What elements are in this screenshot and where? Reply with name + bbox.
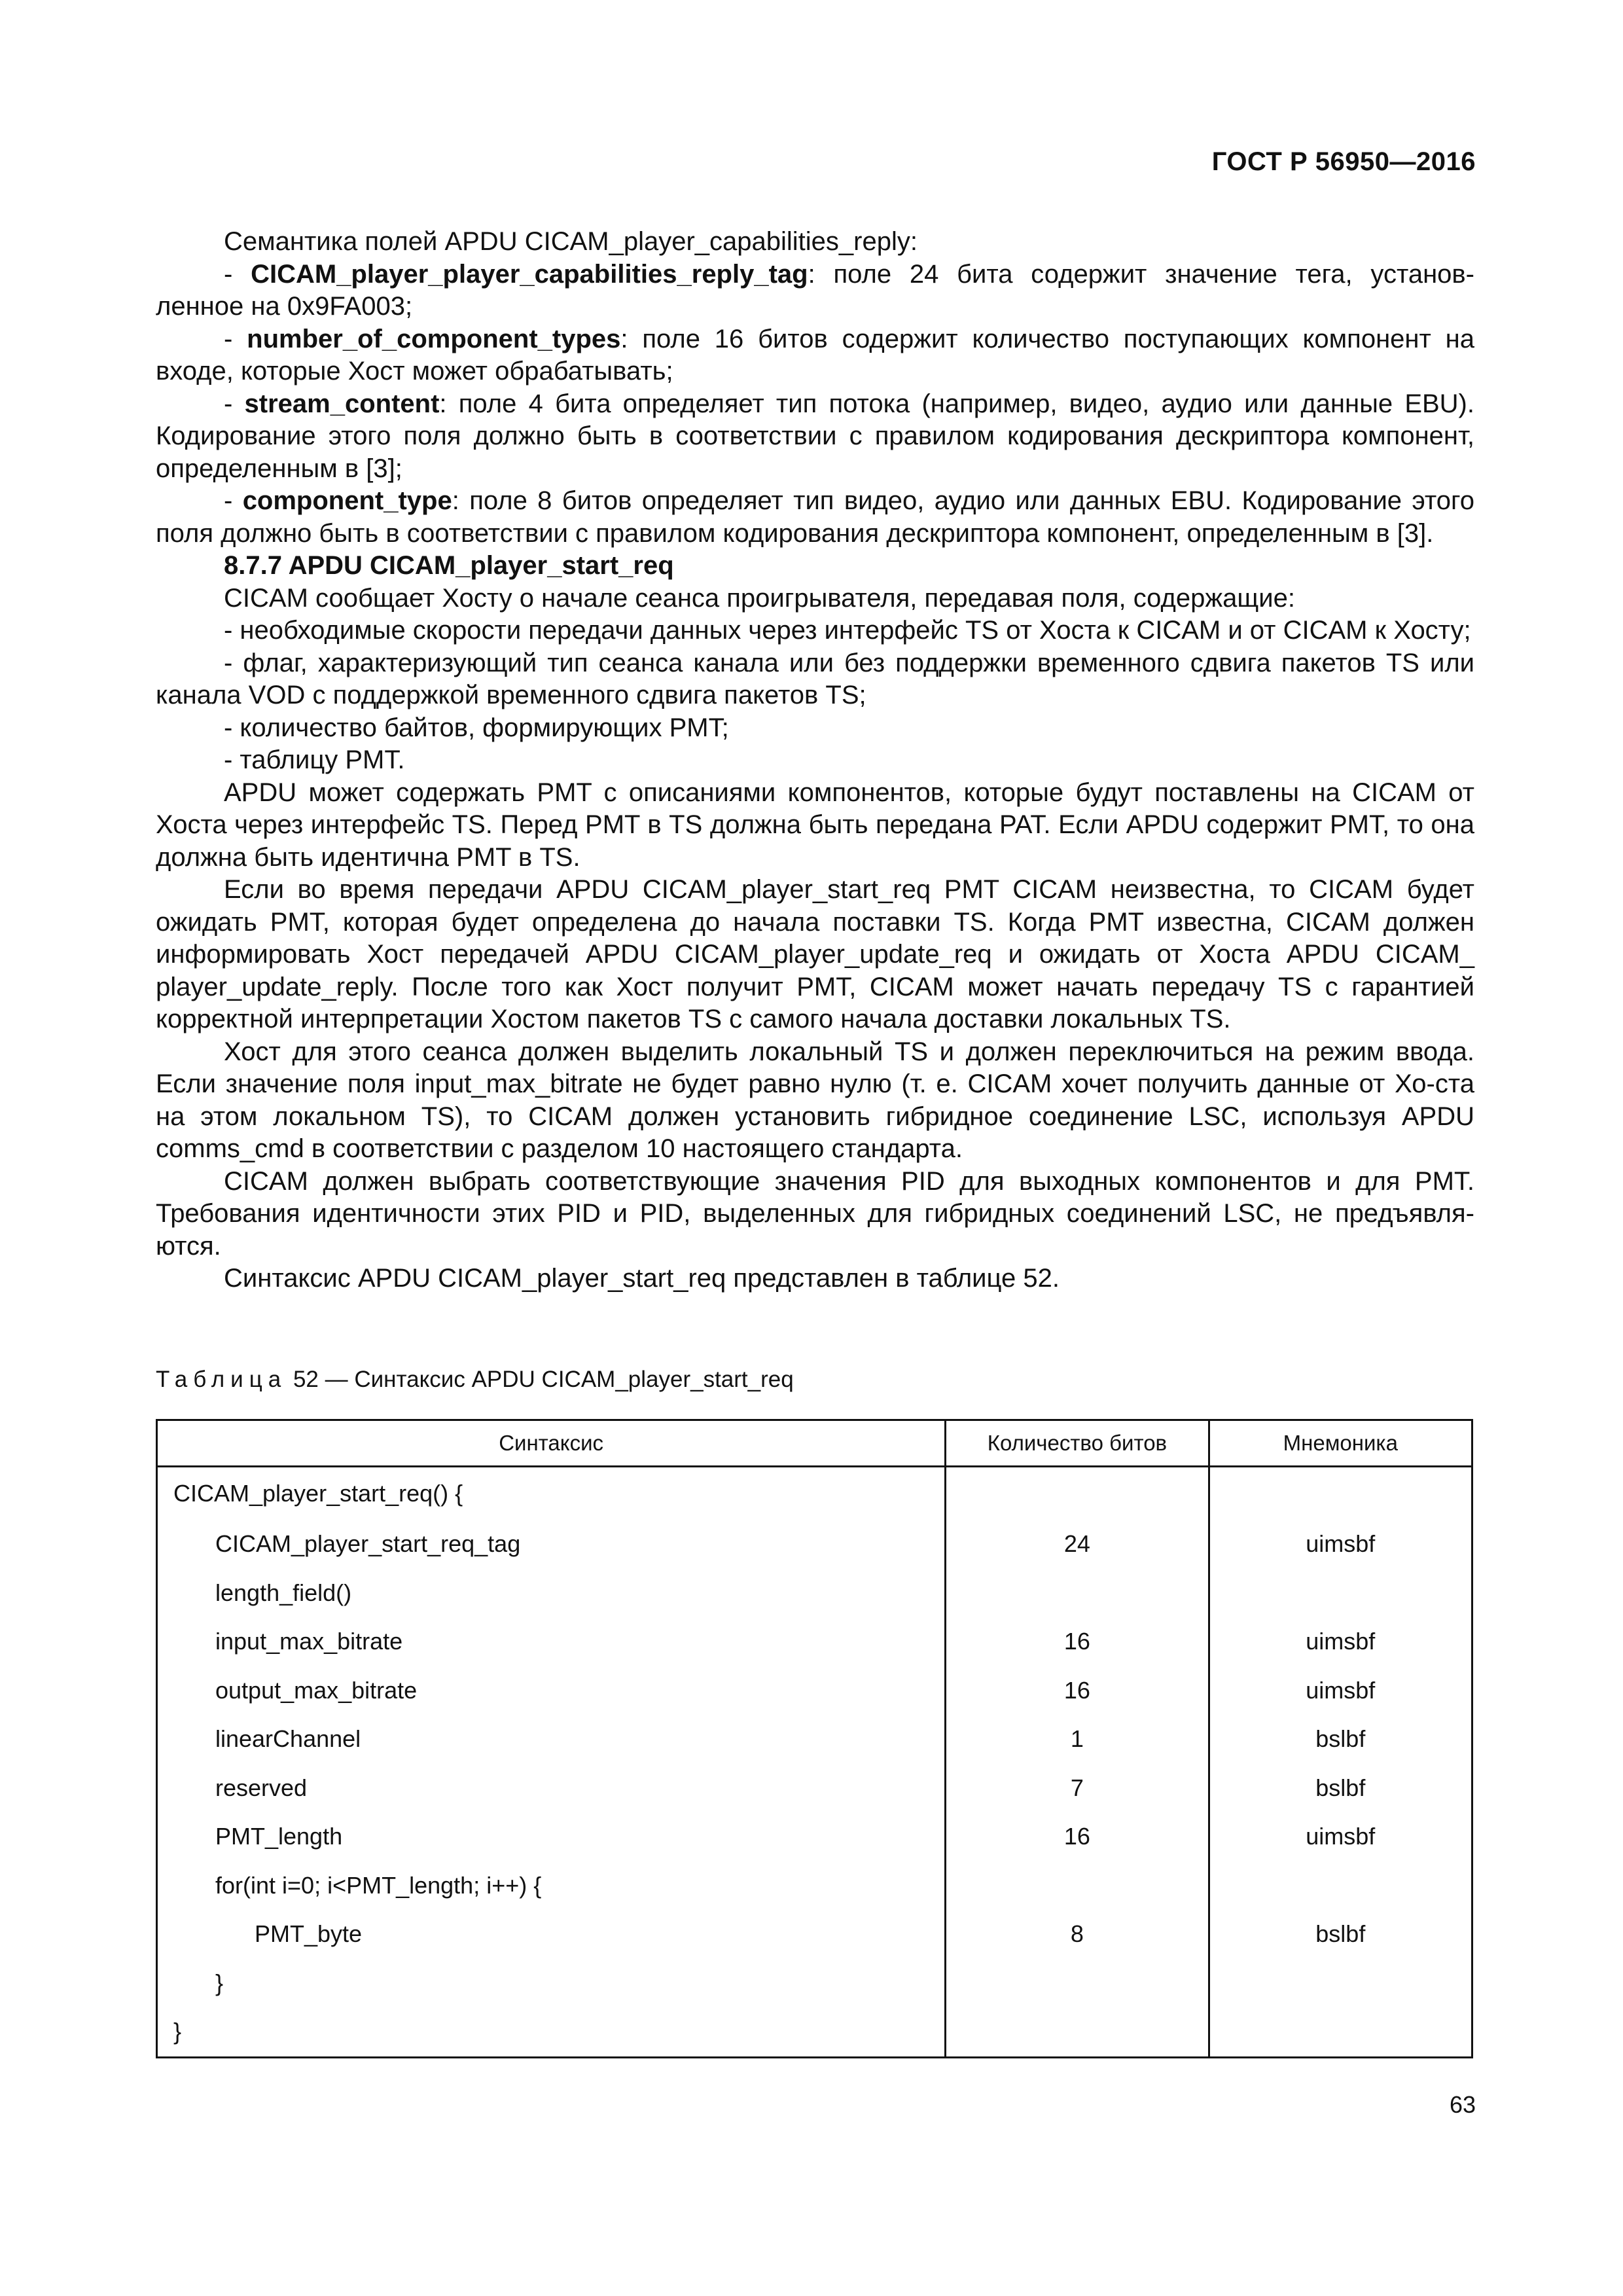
bits-cell [946, 1959, 1209, 2008]
bits-cell: 1 [946, 1715, 1209, 1764]
syntax-cell: CICAM_player_start_req() { [157, 1467, 946, 1520]
mnemonic-cell: bslbf [1209, 1910, 1472, 1959]
field-term: component_type [242, 486, 452, 515]
definition-item: - number_of_component_types: поле 16 битов содержит количество поступающих компонент на входе, которые Хост может обрабатывать; [156, 324, 1474, 386]
syntax-cell: linearChannel [157, 1715, 946, 1764]
paragraph: CICAM сообщает Хосту о начале сеанса проигрывателя, передавая поля, содержащие: [224, 583, 1295, 613]
paragraph: CICAM должен выбрать соответствующие значения PID для выходных компонентов и для PMT. Требования идентичности этих PID и PID, выделенных для гибридных соединений LSC, не предъявля-ются. [156, 1166, 1474, 1261]
mnemonic-cell: uimsbf [1209, 1617, 1472, 1666]
table-row [157, 1666, 1472, 1715]
list-item: - таблицу PMT. [224, 745, 405, 774]
list-item: - флаг, характеризующий тип сеанса канала или без поддержки временного сдвига пакетов TS или канала VOD с поддержкой временного сдвига пакетов TS; [156, 648, 1474, 709]
syntax-cell: CICAM_player_start_req_tag [157, 1520, 946, 1569]
bits-cell [946, 1569, 1209, 1618]
field-description: : поле 4 бита определяет тип потока (например, видео, аудио или данные EBU). Кодирование этого поля должно быть в соответствии с правилом кодирования дескриптора компонент, определенным в [3]; [156, 389, 1474, 483]
field-description: : поле 24 бита содержит значение тега, установ-ленное на 0x9FA003; [156, 259, 1474, 321]
table-row [157, 1861, 1472, 1910]
header-syntax: Синтаксис [157, 1420, 946, 1467]
paragraph: Синтаксис APDU CICAM_player_start_req представлен в таблице 52. [224, 1264, 1060, 1293]
table-header-row [157, 1420, 1472, 1467]
header-mnemonic: Мнемоника [1209, 1420, 1472, 1467]
page-number: 63 [1449, 2091, 1476, 2118]
bits-cell: 7 [946, 1764, 1209, 1813]
caption-label: Таблица [156, 1367, 287, 1392]
list-item: - количество байтов, формирующих PMT; [224, 713, 729, 742]
bits-cell: 24 [946, 1520, 1209, 1569]
field-term: stream_content [244, 389, 440, 418]
bits-cell [946, 2007, 1209, 2057]
table-row [157, 1467, 1472, 1520]
mnemonic-cell [1209, 1467, 1472, 1520]
syntax-cell: output_max_bitrate [157, 1666, 946, 1715]
document-header: ГОСТ Р 56950—2016 [1211, 147, 1476, 176]
paragraph: Семантика полей APDU CICAM_player_capabilities_reply: [224, 227, 918, 256]
body-text [156, 226, 1474, 1295]
table-row [157, 1715, 1472, 1764]
table-row [157, 2007, 1472, 2057]
mnemonic-cell: uimsbf [1209, 1812, 1472, 1861]
paragraph: Хост для этого сеанса должен выделить локальный TS и должен переключиться на режим ввода. Если значение поля input_max_bitrate не будет равно нулю (т. е. CICAM хочет получить данные от Хо-ста на этом локальном TS), то CICAM должен установить гибридное соединение LSC, используя APDU comms_cmd в соответствии с разделом 10 настоящего стандарта. [156, 1037, 1474, 1163]
paragraph: Если во время передачи APDU CICAM_player_start_req PMT CICAM неизвестна, то CICAM будет ожидать PMT, которая будет определена до начала поставки TS. Когда PMT известна, CICAM должен информировать Хост передачей APDU CICAM_player_update_req и ожидать от Хоста APDU CICAM_ player_update_reply. После того как Хост получит PMT, CICAM может начать передачу TS с гарантией корректной интерпретации Хостом пакетов TS с самого начала доставки локальных TS. [156, 875, 1474, 1033]
table-row [157, 1764, 1472, 1813]
caption-text: 52 — Синтаксис APDU CICAM_player_start_req [293, 1367, 794, 1392]
syntax-cell: length_field() [157, 1569, 946, 1618]
section-heading: 8.7.7 APDU CICAM_player_start_req [224, 551, 674, 580]
mnemonic-cell: bslbf [1209, 1764, 1472, 1813]
bits-cell: 16 [946, 1617, 1209, 1666]
definition-item: - component_type: поле 8 битов определяет тип видео, аудио или данных EBU. Кодирование этого поля должно быть в соответствии с правилом кодирования дескриптора компонент, определенным в [3]. [156, 486, 1474, 548]
bits-cell [946, 1861, 1209, 1910]
definition-item: - stream_content: поле 4 бита определяет тип потока (например, видео, аудио или данные EBU). Кодирование этого поля должно быть в соответствии с правилом кодирования дескриптора компонент, определенным в [3]; [156, 389, 1474, 483]
table-row [157, 1812, 1472, 1861]
mnemonic-cell: uimsbf [1209, 1520, 1472, 1569]
syntax-cell: input_max_bitrate [157, 1617, 946, 1666]
syntax-cell: } [157, 1959, 946, 2008]
syntax-cell: } [157, 2007, 946, 2057]
syntax-cell: for(int i=0; i<PMT_length; i++) { [157, 1861, 946, 1910]
syntax-cell: PMT_length [157, 1812, 946, 1861]
table-row [157, 1569, 1472, 1618]
field-description: : поле 16 битов содержит количество поступающих компонент на входе, которые Хост может обрабатывать; [156, 324, 1474, 386]
field-term: CICAM_player_player_capabilities_reply_tag [251, 259, 808, 289]
mnemonic-cell [1209, 1569, 1472, 1618]
header-bits: Количество битов [946, 1420, 1209, 1467]
table-row [157, 1910, 1472, 1959]
table-row [157, 1959, 1472, 2008]
list-item: - необходимые скорости передачи данных через интерфейс TS от Хоста к CICAM и от CICAM к Хосту; [224, 616, 1471, 645]
syntax-cell: reserved [157, 1764, 946, 1813]
bits-cell: 16 [946, 1812, 1209, 1861]
mnemonic-cell: uimsbf [1209, 1666, 1472, 1715]
mnemonic-cell [1209, 2007, 1472, 2057]
field-description: : поле 8 битов определяет тип видео, аудио или данных EBU. Кодирование этого поля должно быть в соответствии с правилом кодирования дескриптора компонент, определенным в [3]. [156, 486, 1474, 548]
syntax-table [156, 1419, 1473, 2058]
bits-cell [946, 1467, 1209, 1520]
definition-item: - CICAM_player_player_capabilities_reply_tag: поле 24 бита содержит значение тега, установ-ленное на 0x9FA003; [156, 259, 1474, 321]
table-row [157, 1617, 1472, 1666]
table-row [157, 1520, 1472, 1569]
bits-cell: 8 [946, 1910, 1209, 1959]
mnemonic-cell [1209, 1959, 1472, 2008]
table-caption [156, 1367, 794, 1393]
field-term: number_of_component_types [247, 324, 621, 353]
mnemonic-cell: bslbf [1209, 1715, 1472, 1764]
bits-cell: 16 [946, 1666, 1209, 1715]
syntax-cell: PMT_byte [157, 1910, 946, 1959]
mnemonic-cell [1209, 1861, 1472, 1910]
paragraph: APDU может содержать PMT с описаниями компонентов, которые будут поставлены на CICAM от Хоста через интерфейс TS. Перед PMT в TS должна быть передана PAT. Если APDU содержит PMT, то она должна быть идентична PMT в TS. [156, 778, 1474, 872]
